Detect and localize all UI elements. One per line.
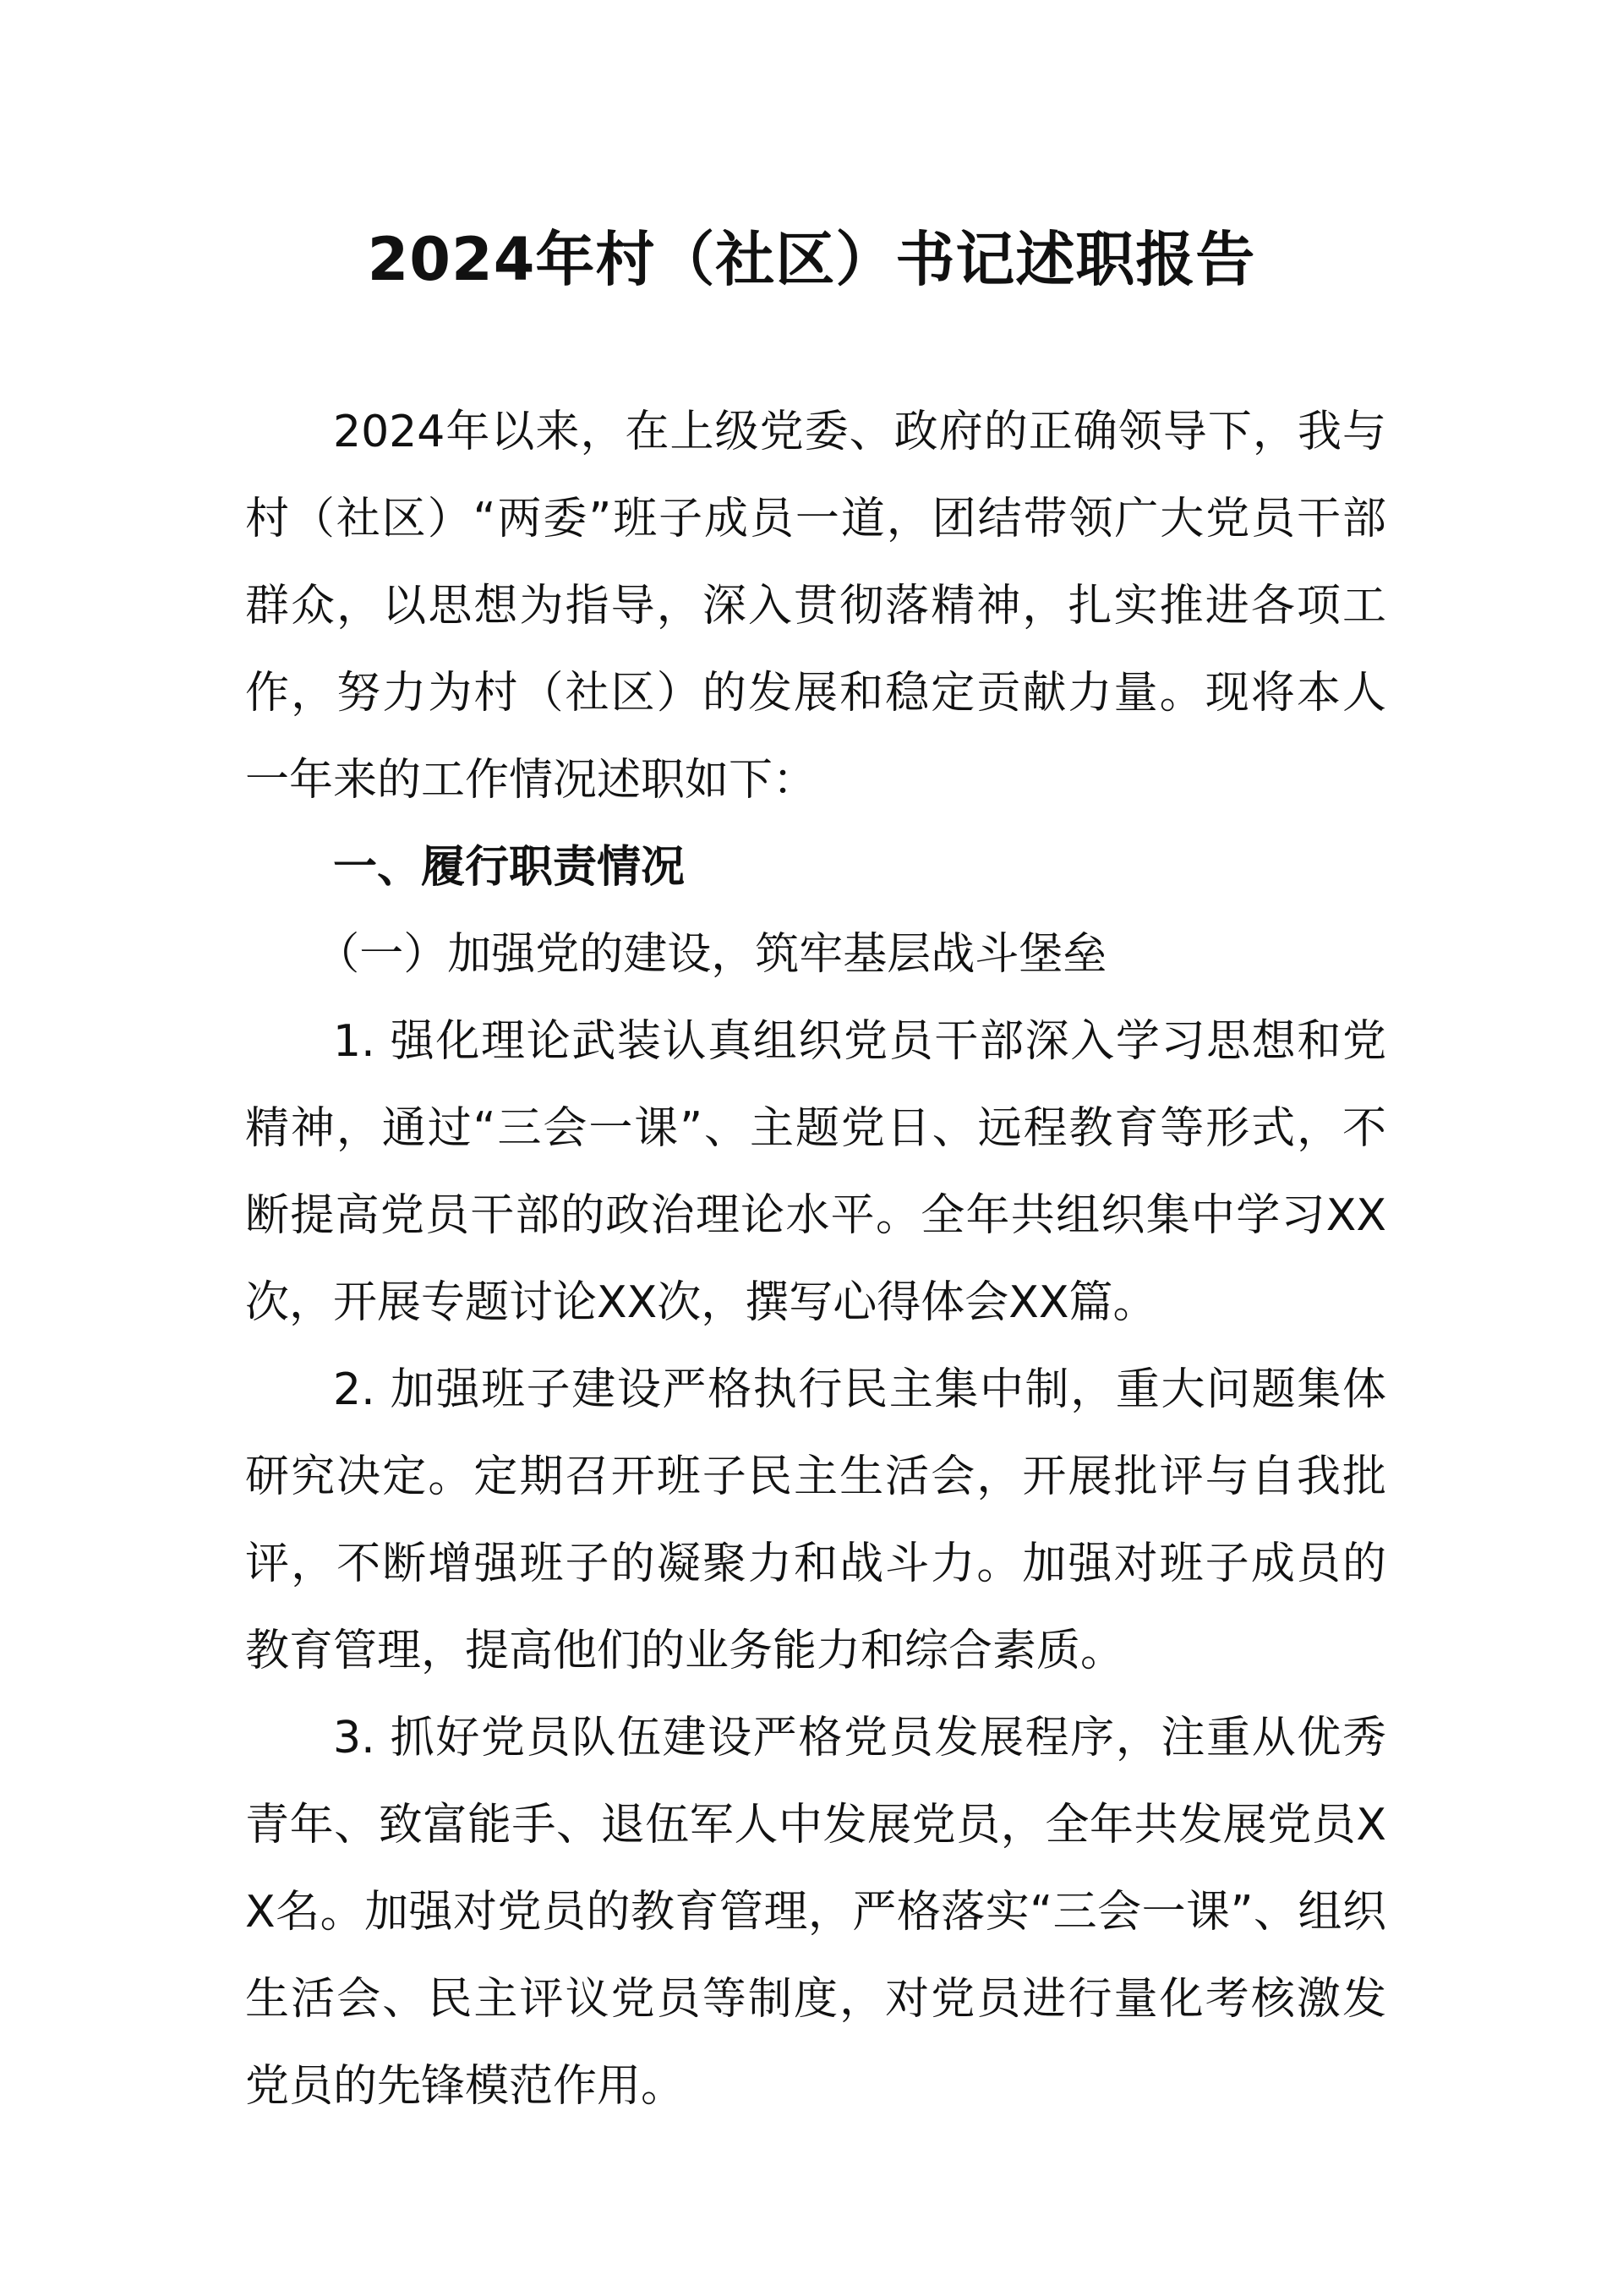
item-paragraph-1: 1. 强化理论武装认真组织党员干部深入学习思想和党精神，通过“三会一课”、主题党日、远程教育等形式，不断提高党员干部的政治理论水平。全年共组织集中学习XX次，开展专题讨论XX次，撰写心得体会XX篇。 <box>245 1016 1386 1328</box>
subsection-heading: （一）加强党的建设，筑牢基层战斗堡垒 <box>315 929 1107 980</box>
intro-paragraph: 2024年以来，在上级党委、政府的正确领导下，我与村（社区）“两委”班子成员一道，团结带领广大党员干部群众，以思想为指导，深入贯彻落精神，扎实推进各项工作，努力为村（社区）的发展和稳定贡献力量。现将本人一年来的工作情况述职如下： <box>245 407 1386 806</box>
document-body <box>245 389 1386 2130</box>
item-paragraph-2: 2. 加强班子建设严格执行民主集中制，重大问题集体研究决定。定期召开班子民主生活会，开展批评与自我批评，不断增强班子的凝聚力和战斗力。加强对班子成员的教育管理，提高他们的业务能力和综合素质。 <box>245 1364 1386 1676</box>
document-title: 2024年村（社区）书记述职报告 <box>367 225 1256 294</box>
section-heading: 一、履行职责情况 <box>333 842 686 893</box>
item-paragraph-3: 3. 抓好党员队伍建设严格党员发展程序，注重从优秀青年、致富能手、退伍军人中发展党员，全年共发展党员XX名。加强对党员的教育管理，严格落实“三会一课”、组织生活会、民主评议党员等制度，对党员进行量化考核激发党员的先锋模范作用。 <box>245 1713 1386 2112</box>
